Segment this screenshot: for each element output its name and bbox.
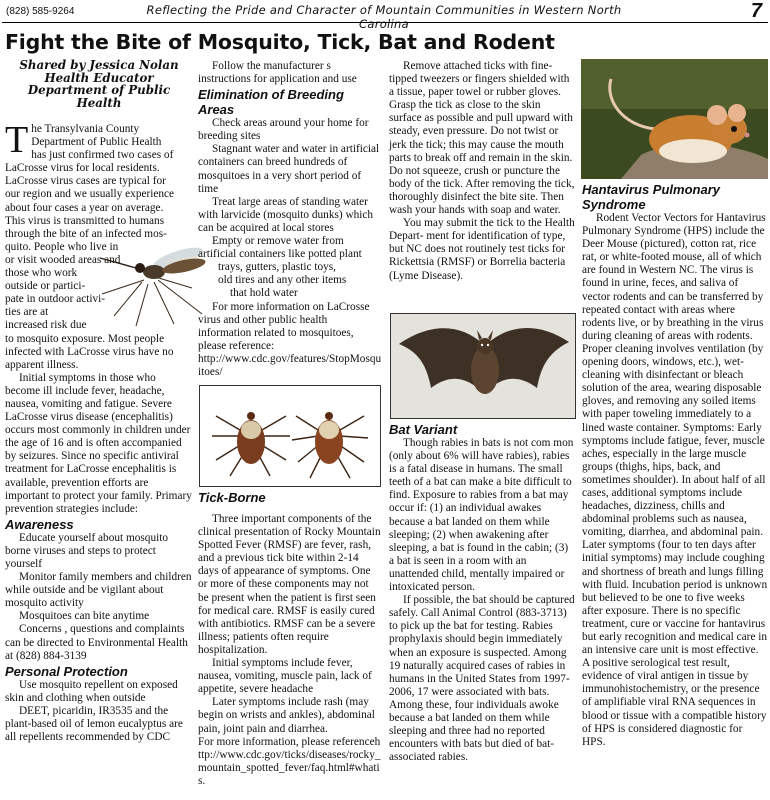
tick-paragraph: Later symptoms include rash (may begin on wrists and ankles), abdominal pain, joint pain and diarrhea. [198, 696, 375, 735]
intro-line: our region and we usually experience [5, 188, 175, 201]
breeding-paragraph: Treat large areas of standing water with larvicide (mosquito dunks) which can be acquired at local stores [198, 195, 374, 234]
byline-line: Health [76, 95, 122, 110]
personal-protection-heading: Personal Protection [5, 663, 128, 679]
intro-line: infected with LaCrosse virus have no [5, 345, 174, 358]
awareness-paragraph: Educate yourself about mosquito borne viruses and steps to protect yourself [5, 531, 169, 570]
byline-line: Department of Public [27, 83, 171, 97]
intro-line: quito. People who live in [5, 240, 119, 253]
header-phone: (828) 585-9264 [6, 6, 75, 17]
intro-line: increased risk due [5, 319, 87, 332]
intro-line: pate in outdoor activi- [5, 293, 106, 306]
intro-line: ties are at [5, 306, 49, 319]
intro-line: to mosquito exposure. Most people [5, 332, 165, 345]
intro-line: about four cases a year on average. [5, 201, 164, 214]
awareness-paragraph: Monitor family members and children while outside and be vigilant about mosquito activity [5, 571, 192, 610]
tick-borne-heading: Tick-Borne [198, 490, 266, 505]
column-4 [582, 181, 768, 749]
tick-paragraph: Three important components of the clinical presentation of Rocky Mountain Spotted Fever (RMSF) are fever, rash, and a previous tick bite within 2-14 days of appearance of symptoms. One or more of these components may not be present when the patient is first seen for medical care. RMSF is easily cured with antibiotics. RMSF can be a severe illness; patients often require hospitalization. [198, 513, 381, 656]
drop-cap: T [5, 119, 29, 161]
column-2-lower [198, 489, 382, 788]
intro-line: LaCrosse virus cases are typical for [5, 175, 166, 188]
tick-paragraph: Initial symptoms include fever, nausea, vomiting, muscle pain, lack of appetite, severe headache [198, 657, 372, 696]
breeding-wrap-line: trays, gutters, plastic toys, [218, 261, 336, 274]
byline [5, 59, 193, 109]
intro-line: those who work [5, 267, 78, 280]
cdc-mosquito-url: http://www.cdc.gov/features/StopMosquitoes/ [198, 352, 382, 378]
symptoms-paragraph: Initial symptoms in those who become ill include fever, headache, nausea, vomiting and fatigue. Severe LaCrosse virus disease (encephalitis) occurs most commonly in children under the age of 16 and is often accompanied by seizures. Since no specific antiviral treatment for LaCrosse encephalitis is available, prevention efforts are important to protect your family. Primary prevention strategies include: [5, 371, 192, 515]
bat-variant-heading: Bat Variant [389, 422, 458, 437]
hantavirus-paragraph: Rodent Vector Vectors for Hantavirus Pulmonary Syndrome (HPS) include the Deer Mouse (pictured), cotton rat, rice rat, or white-footed mouse, all of which are found in Western NC. The virus is found in urine, feces, and saliva of vector rodents and can be transferred by repeated contact with areas where rodents live, or by breathing in the virus during cleaning of areas with rodents. Proper cleaning involves ventilation (by opening doors, windows, etc.), wet-cleaning with disinfectant or bleach solution of the area, wearing disposable gloves, and removing any soiled items with paper toweling immediately to a lined waste container. Symptoms: Early symptoms include fatigue, fever, muscle aches, especially in the large muscle groups (thighs, hips, back, and sometimes shoulder). In about half of all cases, additional symptoms include headaches, dizziness, chills and abdominal problems such as nausea, vomiting, diarrhea, and abdominal pain. Later symptoms (four to ten days after initial symptoms) may include coughing and shortness of breath and lungs filling with fluid. Incubation period is unknown but believed to be one to five weeks after exposure. There is no specific treatment, cure or vaccine for hantavirus but early recognition and medical care in an intensive care unit is most effective. A positive serological test result, evidence of viral antigen in tissue by immunohistochemistry, or the presence of amplifiable viral RNA sequences in blood or tissue with a compatible history of HPS is considered diagnostic for HPS. [582, 212, 768, 748]
mosquito-image [92, 236, 212, 328]
breeding-wrap-line: that hold water [230, 287, 298, 300]
tick-removal-paragraph: Remove attached ticks with fine-tipped tweezers or fingers shielded with a tissue, paper towel or rubber gloves. Grasp the tick as close to the skin surface as possible and pull upward with steady, even pressure. Do not twist or jerk the tick; this may cause the mouth parts to break off and remain in the skin. Do not squeeze, crush or puncture the body of the tick. After removing the tick, thoroughly disinfect the bite site. Then wash your hands with soap and water. [389, 60, 575, 217]
breeding-wrap-line: old tires and any other items [218, 274, 347, 287]
deer-mouse-image [581, 59, 768, 179]
intro-line: LaCrosse virus for local residents. [5, 162, 160, 175]
breeding-paragraph: Check areas around your home for breeding sites [198, 117, 369, 143]
intro-line: he Transylvania County [31, 123, 140, 135]
header-tagline: Reflecting the Pride and Character of Mountain Communities in Western North Carolina [146, 3, 622, 31]
page-number: 7 [750, 0, 762, 22]
protection-paragraph: DEET, picaridin, IR3535 and the plant-based oil of lemon eucalyptus are all repellents recommended by CDC [5, 704, 183, 744]
article-title: Fight the Bite of Mosquito, Tick, Bat and Rodent [5, 30, 555, 54]
bat-image [390, 313, 576, 419]
breeding-areas-heading: Elimination of Breeding Areas [198, 87, 344, 118]
intro-line: apparent illness. [5, 358, 79, 371]
breeding-paragraph: Empty or remove water from artificial containers like potted plant [198, 235, 362, 261]
ticks-image [199, 385, 381, 487]
byline-line: Shared by Jessica Nolan [19, 58, 179, 72]
intro-line: Department of Public Health [31, 136, 162, 149]
page-header [4, 0, 766, 31]
protection-paragraph: Use mosquito repellent on exposed skin and clothing when outside [5, 678, 178, 704]
intro-line: through the bite of an infected mos- [5, 227, 167, 240]
breeding-paragraph: Stagnant water and water in artificial containers can breed hundreds of mosquitoes in a very short period of time [198, 143, 380, 195]
bat-paragraph: Though rabies in bats is not com mon (only about 6% will have rabies), rabies is a fatal disease in humans. The small teeth of a bat can make a bite difficult to find. Exposure to rabies from a bat may occur if: (1) an individual awakes because a bat landed on them while sleeping; (2) when awakening after sleeping, a bat is found in the cabin; (3) a bat is seen in a room with an unattended child, mentally impaired or intoxicated person. [389, 437, 574, 594]
breeding-wrap-lines [198, 261, 382, 300]
column-3 [389, 60, 575, 283]
header-rule [2, 22, 768, 23]
tick-removal-paragraph: You may submit the tick to the Health Depart- ment for identification of type, but NC does not routinely test ticks for Rickettsia (RMSF) or Borrelia bacteria (Lyme Disease). [389, 217, 575, 282]
byline-line: Health Educator [44, 70, 154, 85]
intro-line: This virus is transmitted to humans [5, 214, 165, 227]
intro-line: has just confirmed two cases of [31, 149, 174, 162]
tick-reference-paragraph: For more information, please referencehttp://www.cdc.gov/ticks/diseases/rocky_mountain_spotted_fever/faq.html#whatis. [198, 735, 381, 787]
intro-line: outside or partici- [5, 280, 86, 293]
col2-lead-paragraph: Follow the manufacturer s instructions for application and use [198, 60, 357, 86]
awareness-paragraph: Mosquitoes can bite anytime [19, 610, 150, 623]
bat-paragraph: If possible, the bat should be captured safely. Call Animal Control (883-3713) to pick up the bat for testing. Rabies prophylaxis should begin immediately when an exposure is suspected. Among 19 naturally acquired cases of rabies in humans in the United States from 1997-2006, 17 were associated with bats. Among these, four individuals awoke because a bat landed on them while sleeping and three had no reported encounters with bats but died of bat-associated rabies. [389, 594, 575, 764]
column-3-lower [389, 421, 575, 764]
hantavirus-heading: Hantavirus Pulmonary Syndrome [582, 182, 720, 212]
intro-line: or visit wooded areas and [5, 253, 121, 266]
column-2 [198, 60, 382, 379]
awareness-paragraph: Concerns , questions and complaints can be directed to Environmental Health at (828) 884-3139 [5, 623, 188, 662]
awareness-heading: Awareness [5, 516, 74, 532]
more-info-paragraph: For more information on LaCrosse virus and other public health information related to mosquitoes, please reference: [198, 300, 370, 352]
column-1 [5, 59, 193, 744]
